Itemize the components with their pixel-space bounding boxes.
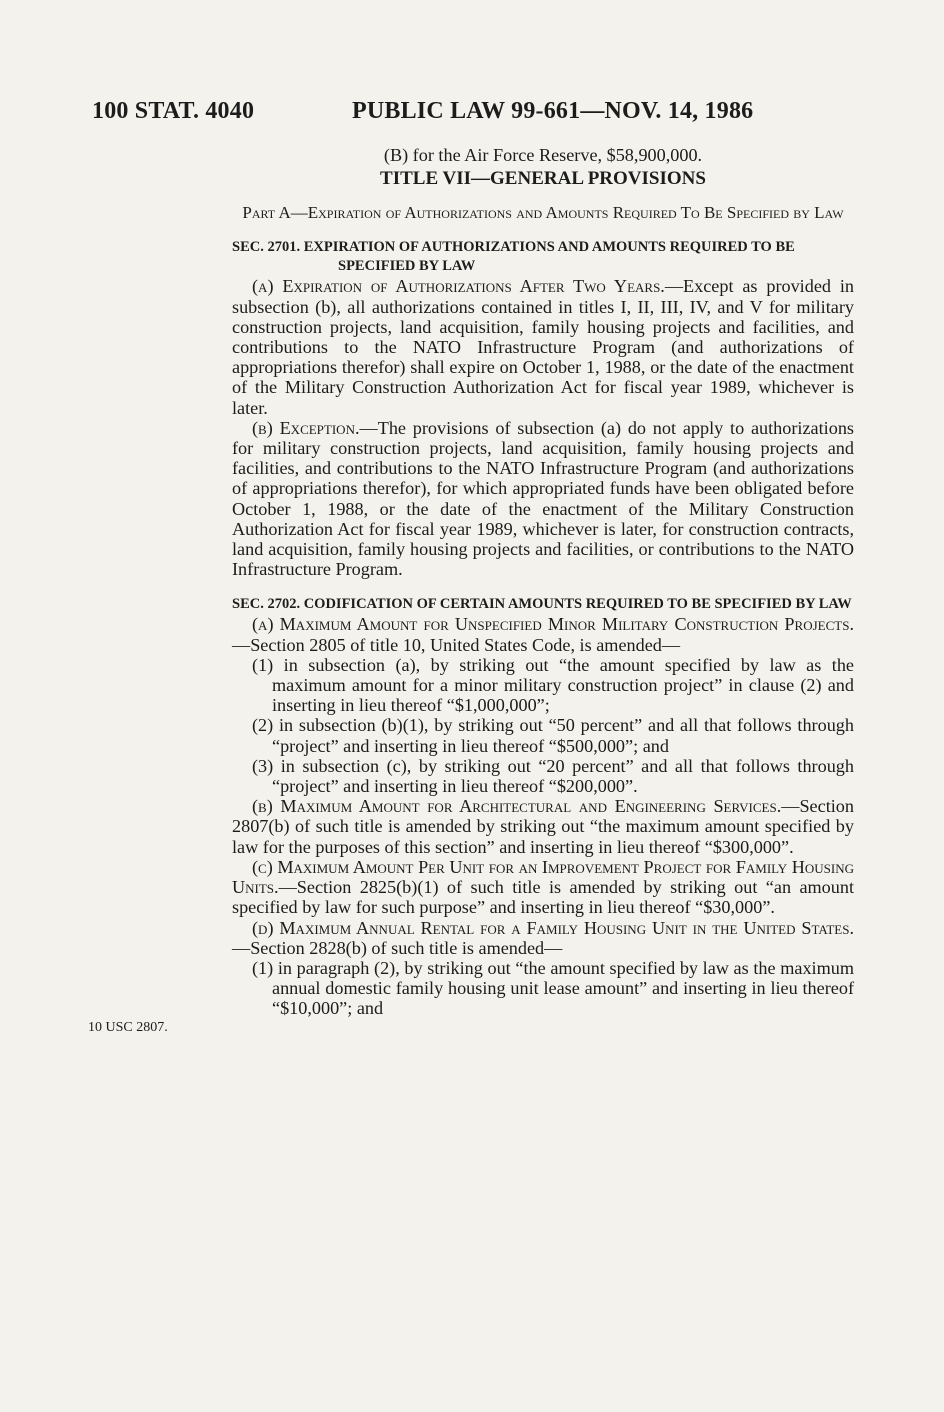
subsection-c-heading: (c) Maximum Amount Per Unit for an Improvement Project for Family Housing Units. (232, 856, 854, 898)
clause-a-3: (3) in subsection (c), by striking out “20 percent” and all that follows through “project” and inserting in lieu thereof “$200,000”. (252, 755, 854, 797)
subsection-a-heading: (a) Maximum Amount for Unspecified Minor Military Construction Projects. (252, 614, 854, 635)
section-2701-heading: SEC. 2701. EXPIRATION OF AUTHORIZATIONS AND AMOUNTS REQUIRED TO BE SPECIFIED BY LAW (232, 239, 795, 275)
subsection-a-text: —Section 2805 of title 10, United States Code, is amended— (232, 634, 681, 655)
subsection-b-text: —The provisions of subsection (a) do not apply to authorizations for military construction projects, land acquisition, family housing projects and facilities, and contributions to the NATO Infrastructure Program (and authorizations of appropriations therefor), for which appropriated funds have been obligated before October 1, 1988, or the date of the enactment of the Military Construction Authorization Act for fiscal year 1989, whichever is later, for construction contracts, land acquisition, family housing projects and facilities, or contributions to the NATO Infrastructure Program. (232, 417, 855, 580)
section-2702-subsection-c (232, 857, 854, 918)
subsection-d-heading: (d) Maximum Annual Rental for a Family Housing Unit in the United States. (252, 917, 854, 938)
subsection-a-text: —Except as provided in subsection (b), all authorizations contained in titles I, II, III, IV, and V for military construction projects, land acquisition, family housing projects and facilities, and contributions to the NATO Infrastructure Program (and authorizations of appropriations therefor) shall expire on October 1, 1988, or the date of the enactment of the Military Construction Authorization Act for fiscal year 1989, whichever is later. (232, 276, 854, 418)
title-vii-heading: TITLE VII—GENERAL PROVISIONS (380, 168, 706, 190)
subsection-d-text: —Section 2828(b) of such title is amended— (232, 937, 563, 958)
margin-note-10-usc-2807: 10 USC 2807. (88, 1020, 168, 1035)
subsection-b-heading: (b) Maximum Amount for Architectural and Engineering Services. (252, 796, 782, 817)
clause-d-1: (1) in paragraph (2), by striking out “the amount specified by law as the maximum annual domestic family housing unit lease amount” and inserting in lieu thereof “$10,000”; and (252, 957, 854, 1019)
section-2702-subsection-a (232, 614, 854, 654)
subsection-b-text: —Section 2807(b) of such title is amended by striking out “the maximum amount specified by law for the purposes of this section” and inserting in lieu thereof “$300,000”. (232, 796, 854, 857)
subsection-b-heading: (b) Exception. (252, 417, 360, 438)
paragraph-air-force-reserve: (B) for the Air Force Reserve, $58,900,000. (383, 145, 703, 165)
section-2702-heading: SEC. 2702. CODIFICATION OF CERTAIN AMOUNTS REQUIRED TO BE SPECIFIED BY LAW (232, 596, 852, 613)
subsection-c-text: —Section 2825(b)(1) of such title is amended by striking out “an amount specified by law for such purpose” and inserting in lieu thereof “$30,000”. (232, 877, 854, 918)
statute-page-citation: 100 STAT. 4040 (92, 98, 255, 124)
subsection-a-heading: (a) Expiration of Authorizations After Two Years. (252, 276, 665, 297)
clause-a-1: (1) in subsection (a), by striking out “the amount specified by law as the maximum amount for a minor military construction project” in clause (2) and inserting in lieu thereof “$1,000,000”; (252, 654, 854, 716)
section-2702-subsection-d (232, 918, 854, 958)
section-2702-subsection-b (232, 796, 854, 857)
section-2701-subsection-b (232, 418, 854, 580)
public-law-header: PUBLIC LAW 99-661—NOV. 14, 1986 (352, 98, 754, 124)
clause-a-2: (2) in subsection (b)(1), by striking out “50 percent” and all that follows through “project” and inserting in lieu thereof “$500,000”; and (252, 715, 854, 756)
document-body (232, 145, 854, 1019)
part-a-heading: Part A—Expiration of Authorizations and Amounts Required To Be Specified by Law (242, 203, 844, 223)
section-2701-subsection-a (232, 276, 854, 417)
